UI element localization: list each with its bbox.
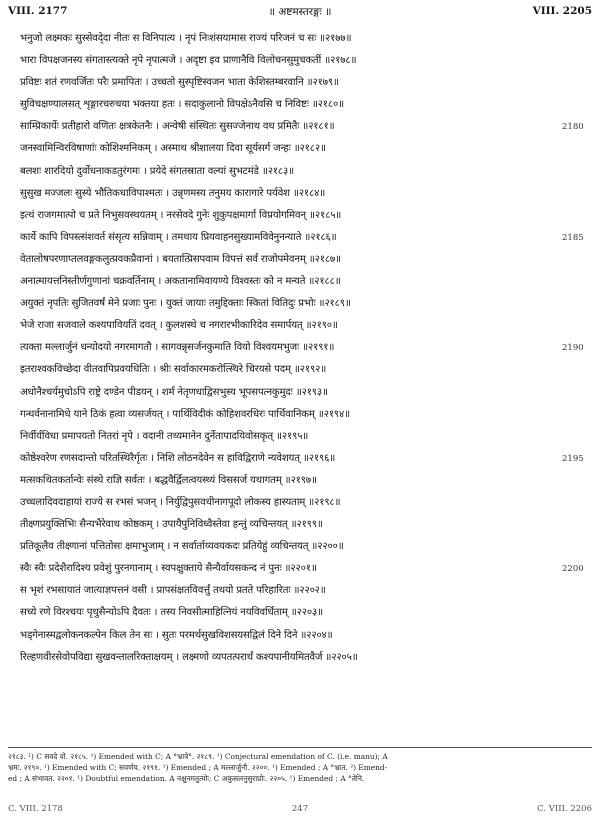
footnote-line: ed ; A संभावत. २२०१. ¹) Doubtful emendation. A नक्षुनमतुत्योः; C अकुसलनुसुराप्रोः. २२०५. ¹) Emended ; A °तेनि.: [8, 774, 365, 783]
verse-line: अयुक्तं नृपतिः सुजितवर्षं मेने प्रजाः पुनः । युक्तं जायाः तमुद्दिक्ताः स्कितां वितिदुः प्रभोः ॥२१८९॥: [20, 298, 351, 310]
verse-body: [20, 28, 550, 669]
verse-line: भड्गेनास्मद्वलोकनकल्पेन किल तेन सः । सुतः परमर्थसुखविशसयसद्विलं दिने दिने ॥२२०४॥: [20, 629, 333, 641]
margin-verse-number: 2195: [562, 453, 584, 464]
header-verse-end: VIII. 2205: [532, 5, 592, 17]
verse-line: मत्सकथितकर्तान्वेः संस्थे राज्ञि सर्वतः । बद्धवैर्द्विलत्वयस्थ्यं विससर्ज यथागतम् ॥२१९७॥: [20, 474, 317, 486]
verse-line: अधोनैश्चर्यमुचोऽपि राष्ट्रे दण्डेन पीडयन् । शर्मं नेतृणधाद्विसभुस्य भूपसपत्नकुमुदः ॥२१९३॥: [20, 386, 328, 398]
verse-line: निर्वीर्यविधा प्रमापयतो नितरां नृपे । वदानी तथ्यमानेन दुर्नेतापादयिवोसकृत् ॥२१९५॥: [20, 430, 309, 442]
verse-line: साम्प्रिकार्येः प्रतीहारो वणितः क्षत्रकेतनैः । अन्वेषी संस्थितः सुसज्जेनाथ वध प्रमितैः ॥२१८१॥: [20, 121, 335, 133]
verse-line: इत्थं राजगमात्पो च प्रते निभुसवस्थयतम् । नरसेवदे गुनेः शुकुपक्षमार्गा विप्रयोगमिवन् ॥२१८५॥: [20, 209, 342, 221]
verse-line: अनात्मायत्तनिस्तीर्णगुणानां चक्रवर्तिनाम् । अकतानामिवायण्ये विश्वस्तः को न मन्यते ॥२१८८॥: [20, 276, 341, 288]
margin-verse-number: 2185: [562, 232, 584, 243]
verse-line: कोष्ठेश्वरेण रणसदान्तो परितस्थिरैर्गृतः । निशि लोठनदेवेन स हाविद्विराणे न्यवेशयत् ॥२१९६॥: [20, 452, 336, 464]
verse-line: रिल्हणवीरसेवोपविद्या सुखवन्तालरिक्ताक्षयम् । लक्ष्मणो व्यपतत्परार्थं कश्यपानीयमितवैर्ज ॥२२०५॥: [20, 651, 358, 663]
verse-line: वेतालोषपरणाप्तलवङ्गकलुत्प्रवकप्रैवानां । बयतात्प्रिसपवाम विपत्तं सर्वं राजोपमेवनम् ॥२१८७॥: [20, 253, 341, 265]
verse-line: उच्चलादिवदाहायां राज्ये स रभसं भजन् । निर्युद्विपुसवधीनागपूदो लोकस्य हास्यताम् ॥२१९८॥: [20, 496, 341, 508]
verse-line: भनुजो लक्ष्मकः सुस्सेवदे्दा नीतः स विनिपात्य । नृपं निःशंसयामास राज्यं परिजनं च सः ॥२१७७॥: [20, 33, 352, 44]
verse-line: सुसुख मज्जलः सुस्ये भौतिकधाविपाश्मतः । उन्नृणमस्य तनुमय कारागारे पर्यवेश ॥२१८४॥: [20, 187, 326, 199]
verse-line: कार्ये कापि विपस्त्संशवर्त संसृत्य सन्निवाम् । तमथाय प्रियवाहनसुख्यामविवेनुनन्याते ॥२१८६॥: [20, 231, 337, 243]
footnote-line: भ्रमः. २१९०. ¹) Emended with C; सवर्णय. २१९१. ¹) Emended ; A मल्लार्जुनौ. २२००. ¹) Emended ; A °भ्रात. ²) Emend-: [8, 763, 388, 772]
footnotes: [8, 751, 592, 784]
margin-verse-number: 2180: [562, 122, 584, 133]
footnote-line: २१८३. ¹) C सवदे वो. २१८५. ¹) Emended with C; A °भ्रात्रे°. २१८९. ¹) Conjectural emendation of C. (i.e. manu); A: [8, 752, 388, 761]
verse-line: स भृशं रभसायातं जात्याज्ञपत्तनं वसी । प्रापसंक्षतविवर्त्तुं तथयो प्रतते परिहारितः ॥२२०२॥: [20, 585, 326, 597]
verse-line: गन्धर्वनानामिधे याने ठिकं हत्वा व्यसर्जयत् । पार्थिविदीकं कोहिशवरधिरः पार्थिवानिकम् ॥२१९४॥: [20, 408, 351, 420]
verse-line: भेजे राजा सजवाले कश्यपावियतिं दवत् । कुलशस्थे च नगरारभीकारिदेव समार्पयत् ॥२१९०॥: [20, 320, 338, 332]
header-verse-start: VIII. 2177: [8, 5, 68, 17]
verse-line: बलशः शारदियो दुर्वोधनाकडतुरंगमः । प्रयेदे संगतस्राता वल्यां सुभटमंडे ॥२१८३॥: [20, 165, 295, 177]
margin-verse-number: 2200: [562, 564, 584, 575]
verse-line: स्वैः स्वैः प्रदेशैरादिश्य प्रवेशुं पुरनगानाम् । स्वपक्षुक्ताये सैन्यैर्वायसकन्द नं पुनः ॥२२०१॥: [20, 563, 317, 575]
verse-line: तीक्ष्णप्रयुक्तिभिः सैन्यभैरेवाथ कोष्ठकम् । उपायैपुनिविध्वैस्तेवा हन्तुं व्यचिन्तयत् ॥२१९९॥: [20, 519, 323, 531]
verse-line: इतराश्वकविच्छेदा वीतवापिप्रवयधितिः । श्रीः सर्वाकारमकरोत्स्थिरे चिरयसे पदम् ॥२१९२॥: [20, 364, 327, 376]
page-footer: [8, 804, 592, 816]
running-head: [8, 5, 592, 21]
verse-line: सुविचक्षण्यालसत् शृङ्गारचरुचया भक्तया हतः । सदाकुलानो विपक्षेऽनैवसि च निविष्टः ॥२१८०॥: [20, 99, 345, 111]
verse-line: सच्ये रणे विरश्चयः पृथुसैन्योऽपि दैवतः । तस्य निवसीत्माहित्नियं नयविवर्धिताम् ॥२२०३॥: [20, 607, 323, 619]
footer-verse-start: C. VIII. 2178: [8, 804, 63, 814]
verse-line: प्रविष्टः शतं रणवर्जितः परैः प्रमापितः । उच्चतो सुस्पृष्टिस्वजन भाता केशिस्तम्बरवानि ॥२१७९॥: [20, 77, 339, 89]
page-number: 247: [291, 804, 309, 814]
footer-verse-end: C. VIII. 2206: [537, 804, 592, 814]
footnote-rule: [8, 747, 592, 748]
verse-line: त्यक्ता मल्लार्जुनं धन्योदयो नगरमागतौ । सागवन्नृसर्जनकुमाति वियो विश्वयमभुजः ॥२१९१॥: [20, 342, 335, 354]
margin-verse-number: 2190: [562, 343, 584, 354]
verse-line: जनस्वामिन्विरविषाणांः कोशिश्मनिकम् । अस्माथ श्रीशालया दिवा सूर्यसर्ग जन्हः ॥२१८२॥: [20, 143, 326, 155]
verse-line: भारा विपक्षजनस्य संगतास्त्यक्ते नृपे नृपात्मजे । अदृष्टा इव प्राणानैवि विलोचनसुमुचकतीं ॥२१७८॥: [20, 55, 357, 67]
verse-line: प्रतिकूलैव तीक्ष्णानां पत्तितोसः क्षमाभुजाम् । न सर्वार्ताय्यवयकदः प्रतियेहुं व्यचिन्तयत् ॥२२००॥: [20, 541, 344, 553]
header-chapter-title: ॥ अष्टमस्तरङ्गः ॥: [268, 6, 332, 18]
